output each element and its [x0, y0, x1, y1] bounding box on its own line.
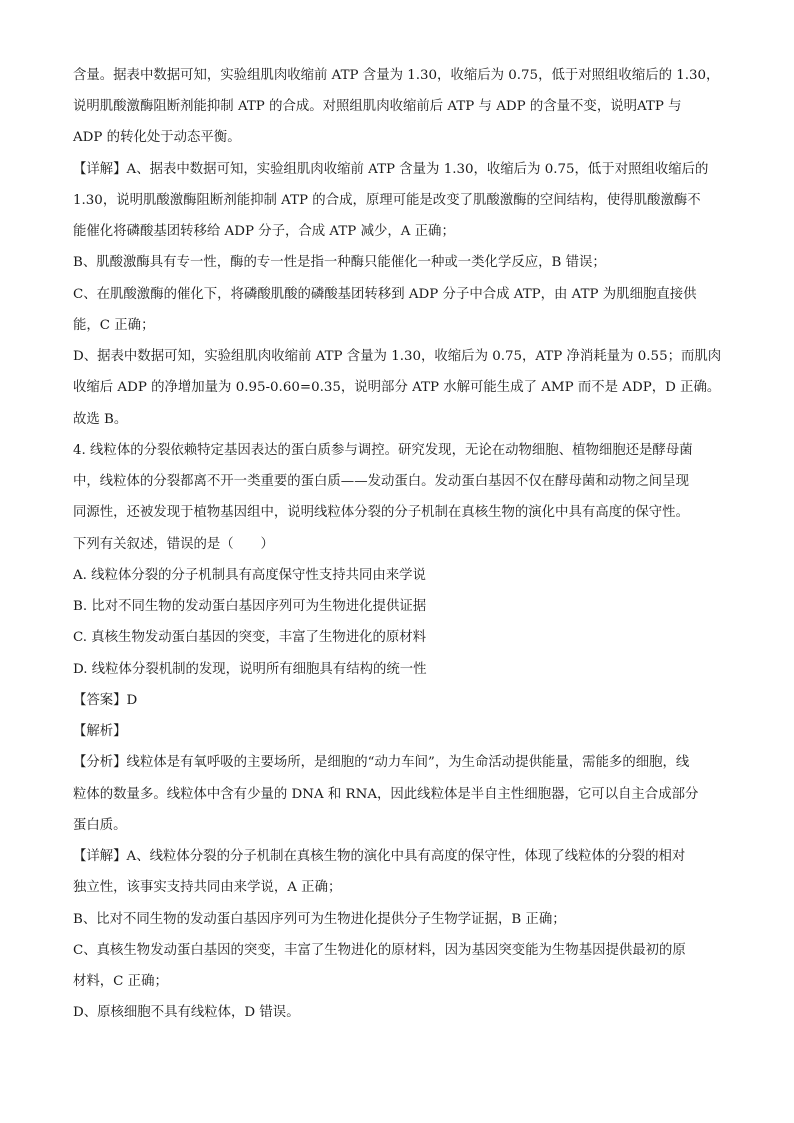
text-line: 独立性，该事实支持共同由来学说，A 正确；: [73, 880, 342, 895]
question-line: 中，线粒体的分裂都离不开一类重要的蛋白质——发动蛋白。发动蛋白基因不仅在酵母菌和动物之间呈现: [73, 474, 689, 489]
text-line: C、真核生物发动蛋白基因的突变，丰富了生物进化的原材料，因为基因突变能为生物基因提供最初的原: [73, 943, 686, 958]
text-line: 能催化将磷酸基团转移给 ADP 分子，合成 ATP 减少，A 正确；: [73, 224, 455, 239]
text-line: B、比对不同生物的发动蛋白基因序列可为生物进化提供分子生物学证据，B 正确；: [73, 912, 566, 927]
question-line: 下列有关叙述，错误的是（ ）: [73, 537, 274, 552]
text-line: 收缩后 ADP 的净增加量为 0.95-0.60=0.35，说明部分 ATP 水解可能生成了 AMP 而不是 ADP，D 正确。: [73, 380, 721, 395]
answer-line: 【答案】D: [73, 693, 138, 708]
text-line: 蛋白质。: [73, 818, 127, 833]
text-line: ADP 的转化处于动态平衡。: [73, 130, 241, 145]
text-line: C、在肌酸激酶的催化下，将磷酸肌酸的磷酸基团转移到 ADP 分子中合成 ATP，由 ATP 为肌细胞直接供: [73, 287, 697, 302]
text-line: 材料，C 正确；: [73, 974, 168, 989]
text-line: 说明肌酸激酶阻断剂能抑制 ATP 的合成。对照组肌肉收缩前后 ATP 与 ADP 的含量不变，说明ATP 与: [73, 99, 682, 114]
text-line: 【详解】A、据表中数据可知，实验组肌肉收缩前 ATP 含量为 1.30，收缩后为 0.75，低于对照组收缩后的: [73, 162, 709, 177]
text-line: 1.30，说明肌酸激酶阻断剂能抑制 ATP 的合成，原理可能是改变了肌酸激酶的空间结构，使得肌酸激酶不: [73, 193, 701, 208]
text-line: 能，C 正确；: [73, 318, 155, 333]
text-line: 粒体的数量多。线粒体中含有少量的 DNA 和 RNA，因此线粒体是半自主性细胞器，它可以自主合成部分: [73, 787, 699, 802]
analysis-heading: 【解析】: [73, 724, 127, 739]
text-line: 【详解】A、线粒体分裂的分子机制在真核生物的演化中具有高度的保守性，体现了线粒体的分裂的相对: [73, 849, 686, 864]
question-line: 4. 线粒体的分裂依赖特定基因表达的蛋白质参与调控。研究发现，无论在动物细胞、植物细胞还是酵母菌: [73, 443, 693, 458]
option-d: D. 线粒体分裂机制的发现，说明所有细胞具有结构的统一性: [73, 662, 427, 677]
text-line: D、原核细胞不具有线粒体，D 错误。: [73, 1005, 300, 1020]
text-line: 故选 B。: [73, 412, 128, 427]
text-line: B、肌酸激酶具有专一性，酶的专一性是指一种酶只能催化一种或一类化学反应，B 错误；: [73, 255, 606, 270]
text-line: 【分析】线粒体是有氧呼吸的主要场所，是细胞的“动力车间”，为生命活动提供能量，需能多的细胞，线: [73, 755, 690, 770]
option-c: C. 真核生物发动蛋白基因的突变，丰富了生物进化的原材料: [73, 630, 427, 645]
option-a: A. 线粒体分裂的分子机制具有高度保守性支持共同由来学说: [73, 568, 426, 583]
text-line: 含量。据表中数据可知，实验组肌肉收缩前 ATP 含量为 1.30，收缩后为 0.75，低于对照组收缩后的 1.30，: [73, 68, 720, 83]
question-line: 同源性，还被发现于植物基因组中，说明线粒体分裂的分子机制在真核生物的演化中具有高度的保守性。: [73, 505, 689, 520]
text-line: D、据表中数据可知，实验组肌肉收缩前 ATP 含量为 1.30，收缩后为 0.75，ATP 净消耗量为 0.55；而肌肉: [73, 349, 722, 364]
option-b: B. 比对不同生物的发动蛋白基因序列可为生物进化提供证据: [73, 599, 427, 614]
